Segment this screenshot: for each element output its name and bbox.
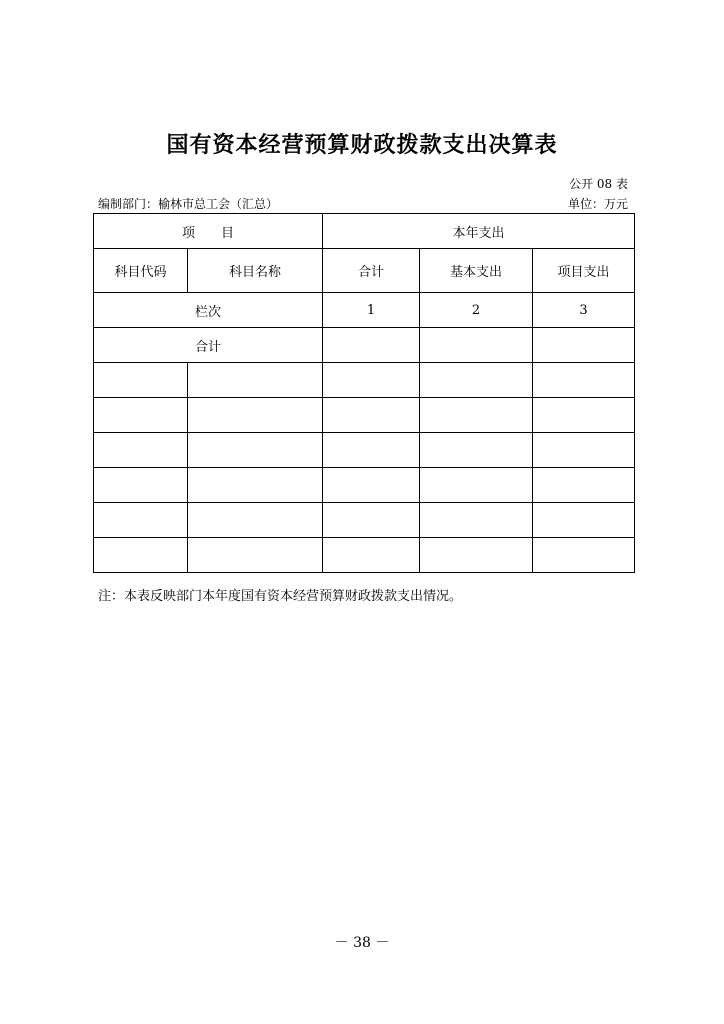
header-item: 项 目 <box>94 214 323 249</box>
col-subject-name: 科目名称 <box>188 249 323 293</box>
table-cell <box>533 328 635 363</box>
col-total: 合计 <box>323 249 420 293</box>
col-project-expenditure: 项目支出 <box>533 249 635 293</box>
table-cell <box>420 538 533 573</box>
table-cell <box>188 398 323 433</box>
table-row <box>94 398 635 433</box>
row-total <box>94 328 635 363</box>
table-cell <box>420 468 533 503</box>
table-row <box>94 363 635 398</box>
col-basic-expenditure: 基本支出 <box>420 249 533 293</box>
table-row <box>94 503 635 538</box>
table-header-row <box>94 214 635 249</box>
table-cell <box>188 538 323 573</box>
table-subheader-row <box>94 249 635 293</box>
table-cell <box>94 468 188 503</box>
table-cell <box>94 398 188 433</box>
table-cell <box>94 538 188 573</box>
col-subject-code: 科目代码 <box>94 249 188 293</box>
table-cell <box>188 363 323 398</box>
row-index-2: 2 <box>420 293 533 328</box>
table-cell <box>188 468 323 503</box>
department-label: 编制部门：榆林市总工会（汇总） <box>98 197 279 211</box>
table-cell <box>533 398 635 433</box>
table-cell <box>323 503 420 538</box>
table-cell <box>323 328 420 363</box>
table-cell <box>420 503 533 538</box>
table-cell <box>533 538 635 573</box>
row-total-label: 合计 <box>94 328 323 363</box>
table-cell <box>323 398 420 433</box>
table-cell <box>188 503 323 538</box>
table-note: 注：本表反映部门本年度国有资本经营预算财政拨款支出情况。 <box>98 589 463 604</box>
table-cell <box>323 363 420 398</box>
table-cell <box>323 433 420 468</box>
table-cell <box>94 433 188 468</box>
table-cell <box>533 433 635 468</box>
page-title: 国有资本经营预算财政拨款支出决算表 <box>166 132 558 158</box>
table-row <box>94 538 635 573</box>
unit-label: 单位：万元 <box>567 197 628 211</box>
row-index-label: 栏次 <box>94 293 323 328</box>
expenditure-table <box>93 213 635 573</box>
table-cell <box>323 538 420 573</box>
table-row <box>94 468 635 503</box>
table-cell <box>420 398 533 433</box>
table-cell <box>420 328 533 363</box>
table-cell <box>420 433 533 468</box>
page-number: － 38 － <box>334 935 390 951</box>
form-number: 公开 08 表 <box>569 177 628 191</box>
table-row <box>94 433 635 468</box>
table-cell <box>188 433 323 468</box>
table-cell <box>420 363 533 398</box>
row-index <box>94 293 635 328</box>
table-cell <box>323 468 420 503</box>
table-cell <box>533 363 635 398</box>
table-cell <box>533 503 635 538</box>
table-cell <box>533 468 635 503</box>
table-cell <box>94 503 188 538</box>
row-index-3: 3 <box>533 293 635 328</box>
table-cell <box>94 363 188 398</box>
header-current-year-expenditure: 本年支出 <box>323 214 635 249</box>
row-index-1: 1 <box>323 293 420 328</box>
